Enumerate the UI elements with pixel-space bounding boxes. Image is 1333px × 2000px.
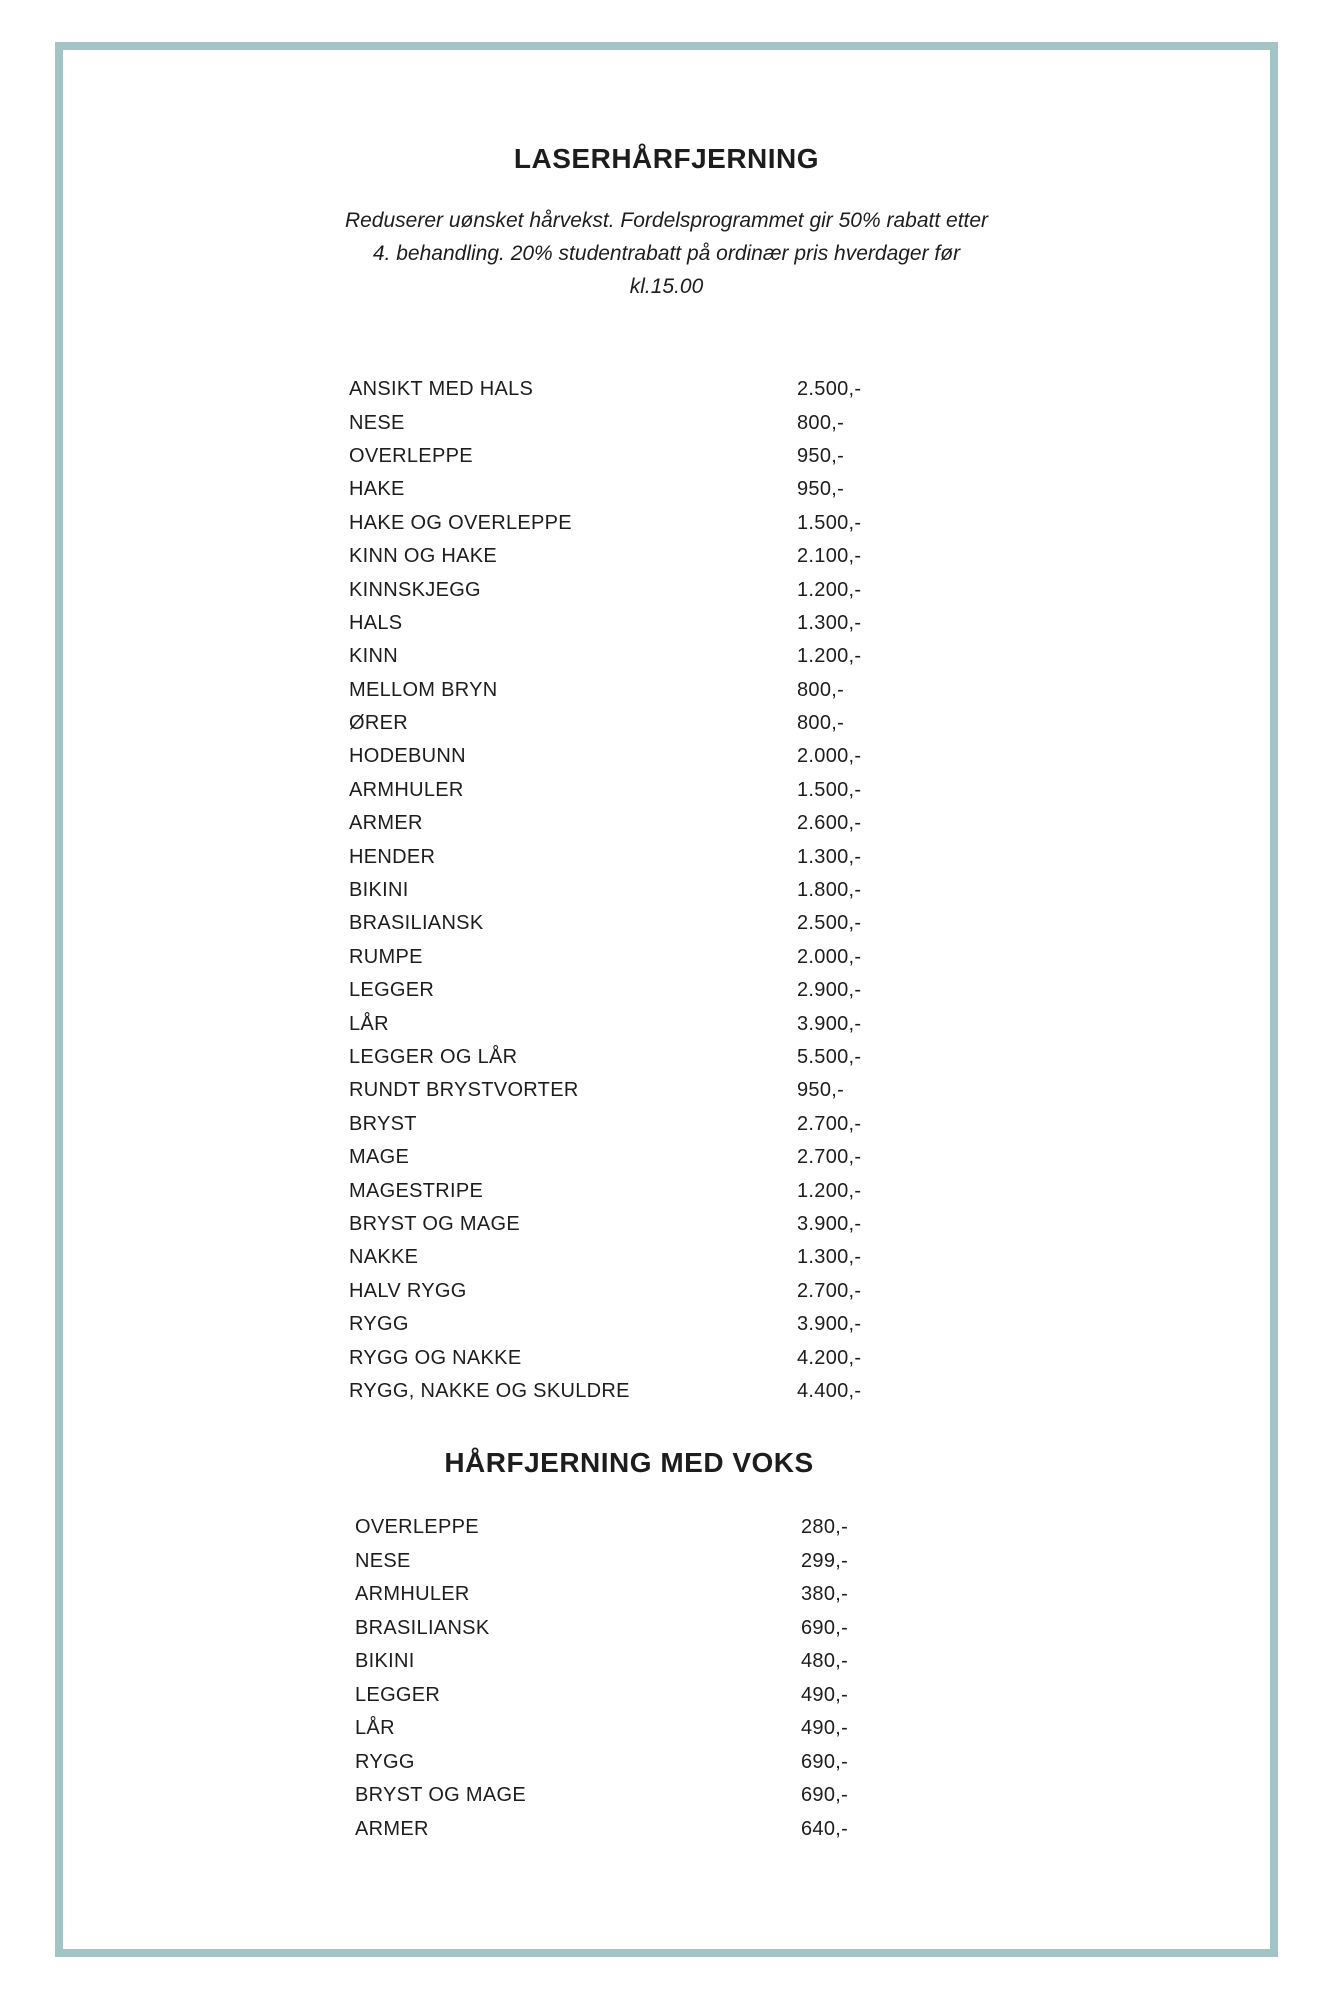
description-line-2: 4. behandling. 20% studentrabatt på ordinær pris hverdager før	[372, 242, 961, 265]
treatment-label: KINN OG HAKE	[349, 545, 498, 568]
treatment-label: HALV RYGG	[349, 1279, 467, 1302]
laser-section-description	[63, 204, 1270, 303]
laser-section-title: LASERHÅRFJERNING	[513, 143, 820, 174]
treatment-label: BRASILIANSK	[355, 1616, 490, 1639]
treatment-label: MAGESTRIPE	[349, 1179, 484, 1202]
price-list-row	[349, 440, 969, 473]
border-frame	[55, 42, 1278, 1957]
treatment-price: 490,-	[801, 1683, 849, 1706]
treatment-price: 2.900,-	[797, 979, 862, 1002]
treatment-price: 800,-	[797, 411, 845, 434]
price-list-row	[349, 941, 969, 974]
treatment-price: 490,-	[801, 1717, 849, 1740]
wax-price-list	[355, 1511, 975, 1846]
price-list-row	[349, 1375, 969, 1408]
treatment-label: ARMER	[349, 812, 423, 835]
treatment-label: LEGGER OG LÅR	[349, 1046, 518, 1068]
price-list-row	[349, 774, 969, 807]
treatment-price: 640,-	[801, 1817, 849, 1840]
treatment-price: 1.500,-	[797, 511, 862, 534]
treatment-label: NESE	[355, 1549, 411, 1572]
treatment-price: 2.000,-	[797, 745, 862, 768]
treatment-price: 1.300,-	[797, 611, 862, 634]
treatment-label: HALS	[349, 611, 403, 634]
treatment-price: 3.900,-	[797, 1212, 862, 1235]
treatment-price: 2.500,-	[797, 378, 862, 401]
price-list-row	[349, 607, 969, 640]
price-list-row	[349, 874, 969, 907]
treatment-label: MAGE	[349, 1146, 410, 1169]
wax-section-title: HÅRFJERNING MED VOKS	[444, 1447, 814, 1479]
price-list-row	[349, 974, 969, 1007]
treatment-price: 1.200,-	[797, 645, 862, 668]
treatment-label: OVERLEPPE	[355, 1516, 479, 1539]
price-list-row	[349, 674, 969, 707]
treatment-label: BRYST OG MAGE	[349, 1212, 520, 1235]
treatment-label: ARMHULER	[355, 1583, 470, 1606]
treatment-label: HODEBUNN	[349, 745, 466, 768]
treatment-label: NESE	[349, 411, 405, 434]
treatment-price: 1.800,-	[797, 879, 862, 902]
price-list-row	[349, 1074, 969, 1107]
treatment-label: RUMPE	[349, 945, 423, 968]
treatment-label: NAKKE	[349, 1246, 419, 1269]
treatment-label: BRYST	[349, 1112, 417, 1135]
treatment-label: MELLOM BRYN	[349, 678, 498, 701]
treatment-price: 1.300,-	[797, 845, 862, 868]
treatment-price: 280,-	[801, 1516, 849, 1539]
price-list-row	[355, 1612, 975, 1646]
treatment-price: 2.700,-	[797, 1279, 862, 1302]
treatment-price: 299,-	[801, 1549, 849, 1572]
price-list-row	[349, 1108, 969, 1141]
treatment-label: RYGG	[355, 1750, 415, 1773]
treatment-label: RYGG	[349, 1313, 409, 1336]
treatment-price: 1.300,-	[797, 1246, 862, 1269]
treatment-price: 2.100,-	[797, 545, 862, 568]
price-list-row	[349, 1208, 969, 1241]
treatment-price: 690,-	[801, 1750, 849, 1773]
treatment-label: BIKINI	[349, 879, 409, 902]
treatment-label: KINNSKJEGG	[349, 578, 481, 601]
treatment-price: 950,-	[797, 444, 845, 467]
treatment-label: LÅR	[355, 1717, 395, 1740]
description-line-3: kl.15.00	[629, 275, 704, 298]
price-list-row	[355, 1578, 975, 1612]
price-list-row	[349, 1308, 969, 1341]
treatment-price: 690,-	[801, 1616, 849, 1639]
treatment-price: 800,-	[797, 678, 845, 701]
treatment-label: RUNDT BRYSTVORTER	[349, 1079, 579, 1102]
treatment-price: 2.700,-	[797, 1146, 862, 1169]
treatment-price: 690,-	[801, 1784, 849, 1807]
price-list-row	[349, 740, 969, 773]
price-list-row	[349, 707, 969, 740]
price-list-row	[349, 1241, 969, 1274]
treatment-label: ARMHULER	[349, 778, 464, 801]
price-list-row	[355, 1545, 975, 1579]
price-list-row	[355, 1779, 975, 1813]
treatment-price: 1.200,-	[797, 578, 862, 601]
price-list-row	[349, 840, 969, 873]
treatment-label: LEGGER	[355, 1683, 441, 1706]
treatment-price: 380,-	[801, 1583, 849, 1606]
price-list-row	[349, 406, 969, 439]
treatment-label: BIKINI	[355, 1650, 415, 1673]
treatment-label: HENDER	[349, 845, 436, 868]
treatment-price: 2.600,-	[797, 812, 862, 835]
treatment-label: RYGG, NAKKE OG SKULDRE	[349, 1379, 630, 1402]
treatment-label: LEGGER	[349, 979, 435, 1002]
price-list-row	[349, 640, 969, 673]
treatment-label: BRASILIANSK	[349, 912, 484, 935]
treatment-price: 3.900,-	[797, 1313, 862, 1336]
price-list-row	[349, 1341, 969, 1374]
treatment-label: RYGG OG NAKKE	[349, 1346, 522, 1369]
treatment-label: LÅR	[349, 1012, 389, 1035]
laser-price-list	[349, 373, 969, 1408]
treatment-label: OVERLEPPE	[349, 444, 473, 467]
description-line-1: Reduserer uønsket hårvekst. Fordelsprogrammet gir 50% rabatt etter	[344, 209, 989, 232]
price-list-row	[349, 540, 969, 573]
treatment-price: 4.400,-	[797, 1379, 862, 1402]
price-list-row	[349, 1174, 969, 1207]
treatment-price: 4.200,-	[797, 1346, 862, 1369]
price-list-row	[349, 1041, 969, 1074]
price-list-row	[355, 1679, 975, 1713]
treatment-label: BRYST OG MAGE	[355, 1784, 526, 1807]
treatment-price: 1.500,-	[797, 778, 862, 801]
price-list-row	[355, 1746, 975, 1780]
price-list-row	[349, 1007, 969, 1040]
treatment-price: 950,-	[797, 1079, 845, 1102]
treatment-label: HAKE OG OVERLEPPE	[349, 511, 572, 534]
price-list-row	[349, 807, 969, 840]
treatment-label: ANSIKT MED HALS	[349, 378, 534, 401]
price-list-row	[349, 1275, 969, 1308]
treatment-price: 950,-	[797, 478, 845, 501]
price-list-row	[349, 1141, 969, 1174]
price-list-row	[349, 573, 969, 606]
treatment-label: ØRER	[349, 712, 408, 735]
treatment-price: 3.900,-	[797, 1012, 862, 1035]
price-list-row	[355, 1511, 975, 1545]
price-list-row	[349, 507, 969, 540]
price-list-row	[349, 473, 969, 506]
treatment-price: 2.000,-	[797, 945, 862, 968]
treatment-price: 2.700,-	[797, 1112, 862, 1135]
price-list-row	[349, 907, 969, 940]
treatment-label: HAKE	[349, 478, 405, 501]
price-list-row	[349, 373, 969, 406]
price-list-row	[355, 1712, 975, 1746]
treatment-price: 800,-	[797, 712, 845, 735]
treatment-price: 2.500,-	[797, 912, 862, 935]
treatment-price: 480,-	[801, 1650, 849, 1673]
price-list-row	[355, 1813, 975, 1847]
treatment-label: KINN	[349, 645, 398, 668]
treatment-price: 1.200,-	[797, 1179, 862, 1202]
treatment-label: ARMER	[355, 1817, 429, 1840]
treatment-price: 5.500,-	[797, 1046, 862, 1068]
price-list-row	[355, 1645, 975, 1679]
